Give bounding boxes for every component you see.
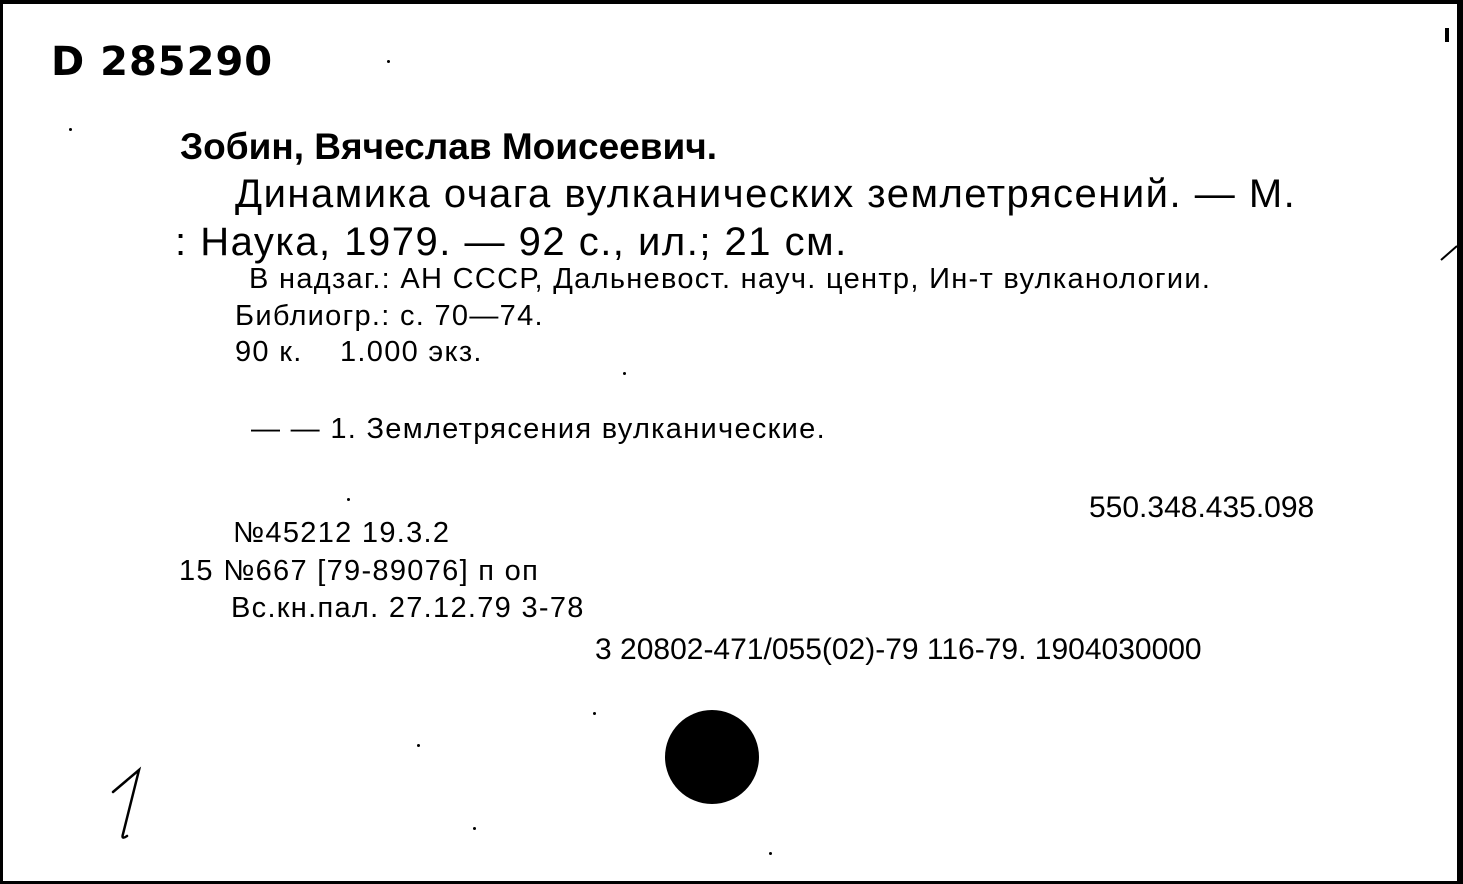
classification-code: 3 20802-471/055(02)-79 116-79. 1904030000 [595,633,1202,666]
author-name: Зобин, Вячеслав Моисеевич. [180,126,718,167]
speck [417,744,420,747]
speck [1445,28,1449,42]
speck [769,852,772,855]
speck [623,372,626,375]
margin-mark [1439,242,1459,262]
title-line-2: : Наука, 1979. — 92 с., ил.; 21 см. [175,220,848,264]
handwritten-mark-1 [103,764,163,844]
number-line-2: 15 №667 [79-89076] п оп [179,555,540,587]
bibliography-note: Библиогр.: с. 70—74. [235,300,544,332]
speck [593,712,596,715]
number-line-1: №45212 19.3.2 [233,517,451,549]
speck [473,827,476,830]
speck [69,128,72,131]
price-copies: 90 к. 1.000 экз. [235,336,483,368]
subject-heading: — — 1. Землетрясения вулканические. [251,413,826,445]
speck [387,60,390,63]
punch-hole [665,710,759,804]
number-line-3: Вс.кн.пал. 27.12.79 3-78 [231,592,585,624]
udc-code: 550.348.435.098 [1089,491,1315,524]
note-heading: В надзаг.: АН СССР, Дальневост. науч. центр, Ин-т вулканологии. [249,263,1212,295]
card-id: D 285290 [51,39,274,85]
speck [347,498,350,501]
title-line-1: Динамика очага вулканических землетрясений. — М. [235,172,1297,216]
